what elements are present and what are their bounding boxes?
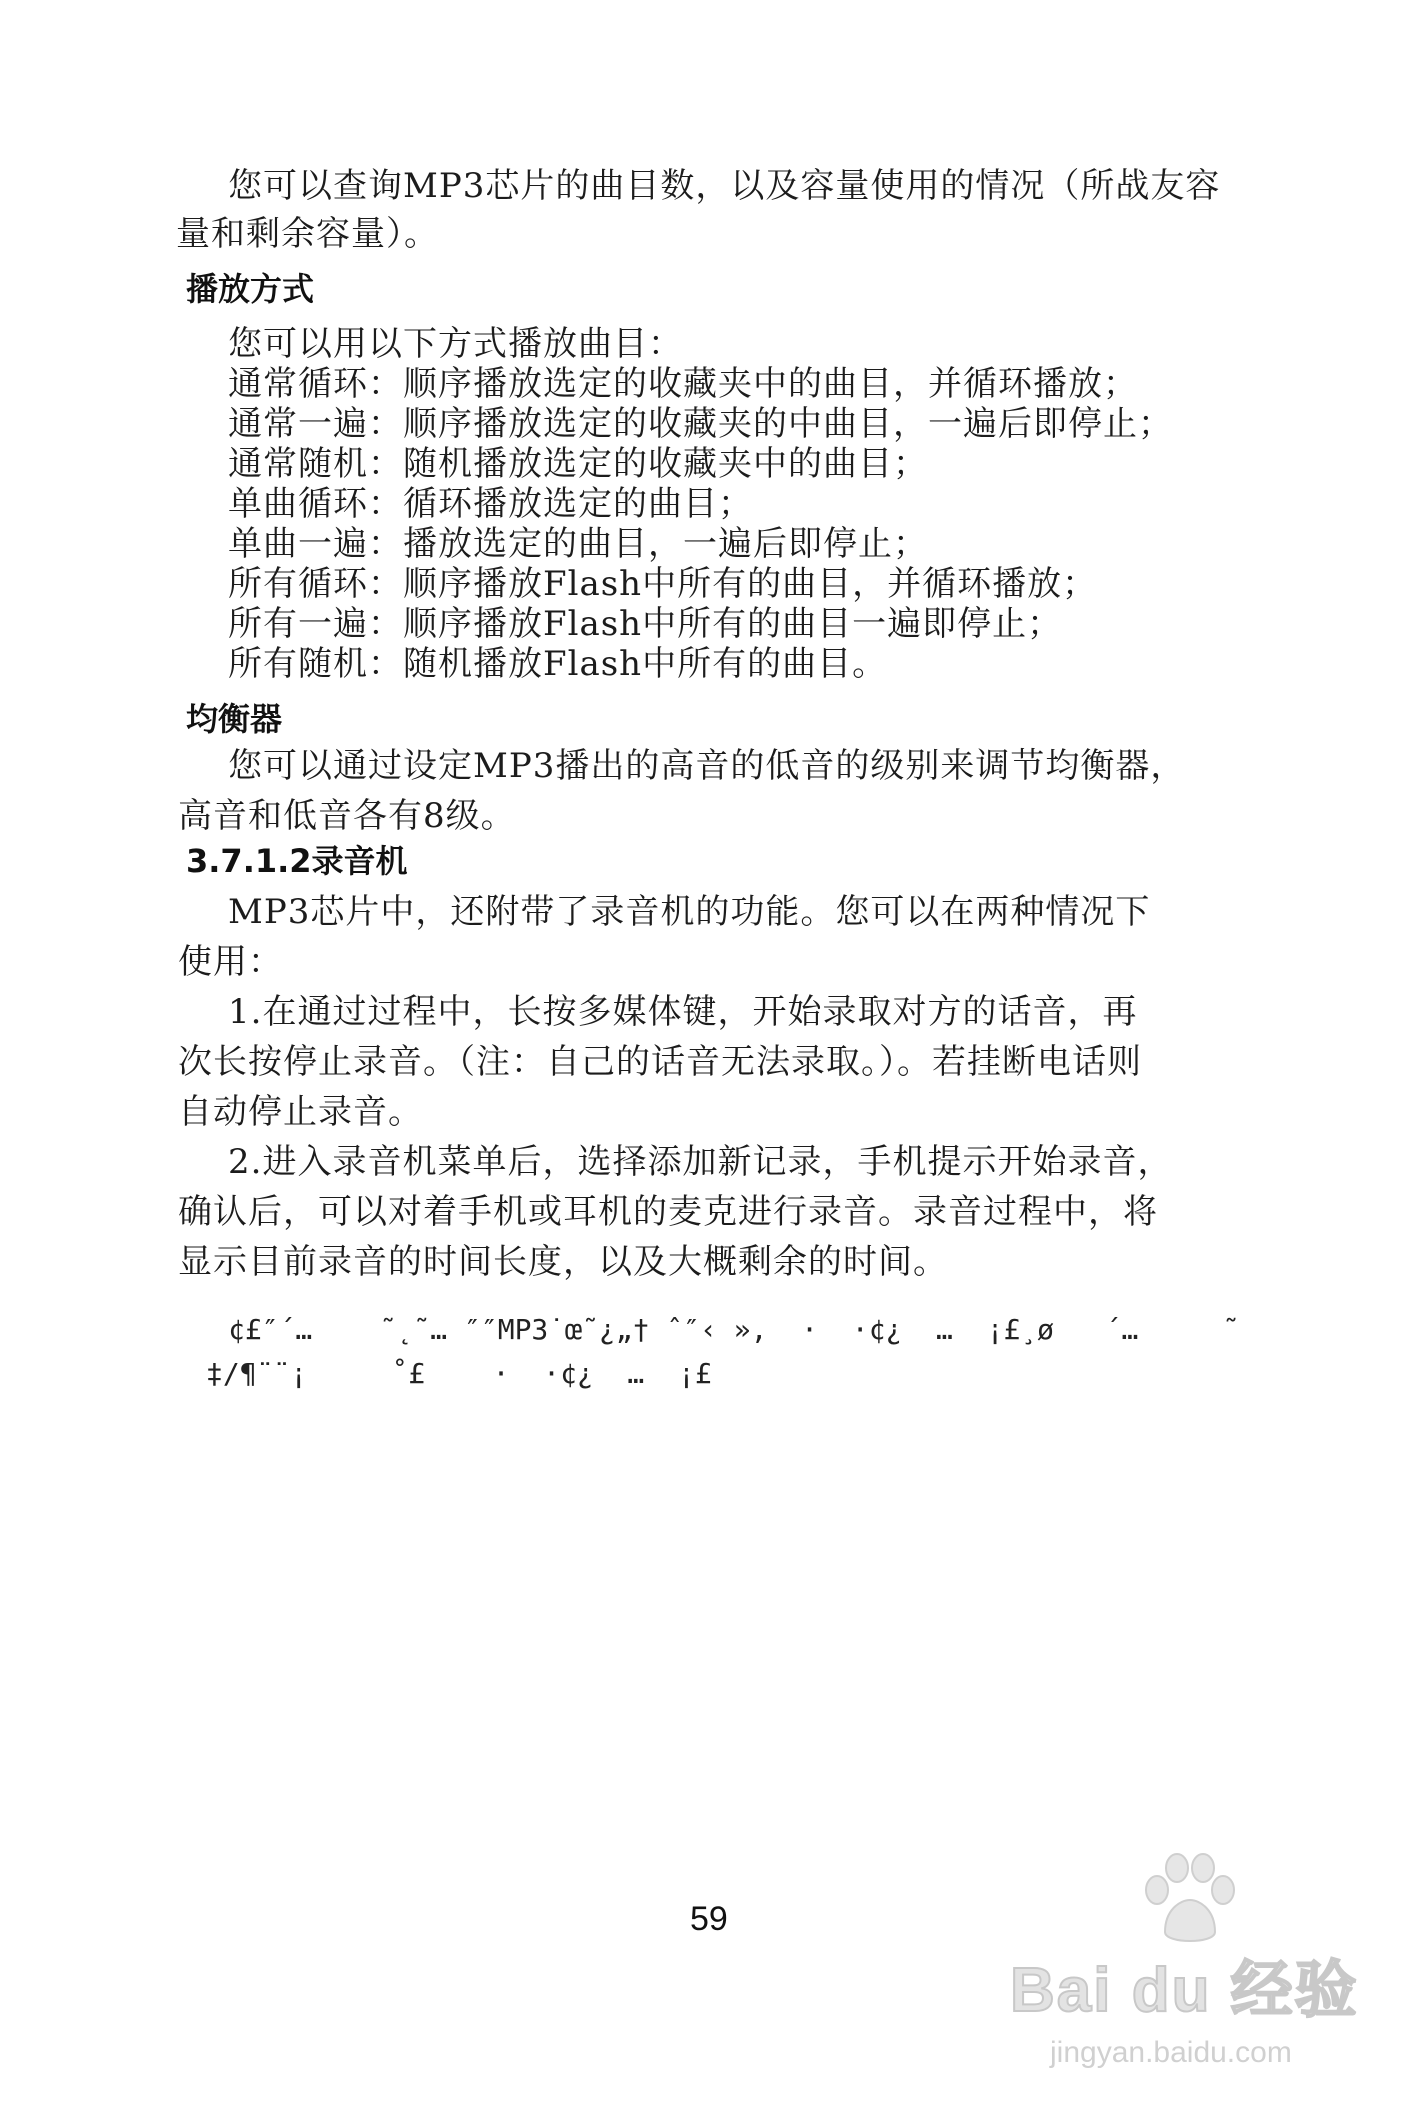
page-number: 59 (690, 1900, 728, 1938)
paragraph-capacity-line-2: 量和剩余容量）。 (176, 214, 439, 254)
recorder-item-2-line-3: 显示目前录音的时间长度，以及大概剩余的时间。 (178, 1242, 948, 1282)
heading-equalizer: 均衡器 (186, 700, 283, 738)
heading-play-mode: 播放方式 (186, 270, 315, 308)
equalizer-line-2: 高音和低音各有8级。 (178, 796, 516, 836)
recorder-line-2: 使用： (178, 942, 283, 982)
equalizer-line-1: 您可以通过设定MP3播出的高音的低音的级别来调节均衡器， (228, 746, 1186, 786)
garbled-text-line-2: ‡/¶¨¨¡ ˚£ · ·¢¿ … ¡£ (206, 1357, 712, 1390)
play-mode-item: 通常随机：随机播放选定的收藏夹中的曲目； (228, 444, 928, 484)
play-mode-item: 所有一遍：顺序播放Flash中所有的曲目一遍即停止； (228, 604, 1063, 644)
play-mode-item: 单曲一遍：播放选定的曲目，一遍后即停止； (228, 524, 928, 564)
baidu-jingyan-watermark (1010, 1840, 1390, 2080)
play-mode-item: 所有循环：顺序播放Flash中所有的曲目，并循环播放； (228, 564, 1098, 604)
recorder-item-2-line-2: 确认后，可以对着手机或耳机的麦克进行录音。录音过程中，将 (178, 1192, 1158, 1232)
recorder-line-1: MP3芯片中，还附带了录音机的功能。您可以在两种情况下 (228, 892, 1151, 932)
garbled-text-line-1: ¢£″´… ˜˛˜… ″″MP3˙œ˜¿„† ˆ″‹ », · ·¢¿ … ¡£¸ø ´… ˜ (228, 1313, 1240, 1346)
play-mode-item: 单曲循环：循环播放选定的曲目； (228, 484, 753, 524)
play-intro: 您可以用以下方式播放曲目： (228, 324, 683, 364)
recorder-item-1-line-1: 1.在通过过程中，长按多媒体键，开始录取对方的话音，再 (228, 992, 1138, 1032)
recorder-item-1-line-2: 次长按停止录音。（注：自己的话音无法录取。）。若挂断电话则 (178, 1042, 1142, 1082)
heading-recorder: 3.7.1.2录音机 (186, 842, 408, 880)
watermark-logo-text: Bai du 经验 (1010, 1956, 1359, 2025)
recorder-item-2-line-1: 2.进入录音机菜单后，选择添加新记录，手机提示开始录音， (228, 1142, 1173, 1182)
paw-icon (1135, 1850, 1245, 1950)
play-mode-item: 所有随机：随机播放Flash中所有的曲目。 (228, 644, 888, 684)
recorder-item-1-line-3: 自动停止录音。 (178, 1092, 423, 1132)
paragraph-capacity-line-1: 您可以查询MP3芯片的曲目数，以及容量使用的情况（所战友容 (228, 166, 1221, 206)
watermark-url: jingyan.baidu.com (1050, 2036, 1292, 2069)
play-mode-item: 通常一遍：顺序播放选定的收藏夹的中曲目，一遍后即停止； (228, 404, 1173, 444)
play-mode-item: 通常循环：顺序播放选定的收藏夹中的曲目，并循环播放； (228, 364, 1138, 404)
